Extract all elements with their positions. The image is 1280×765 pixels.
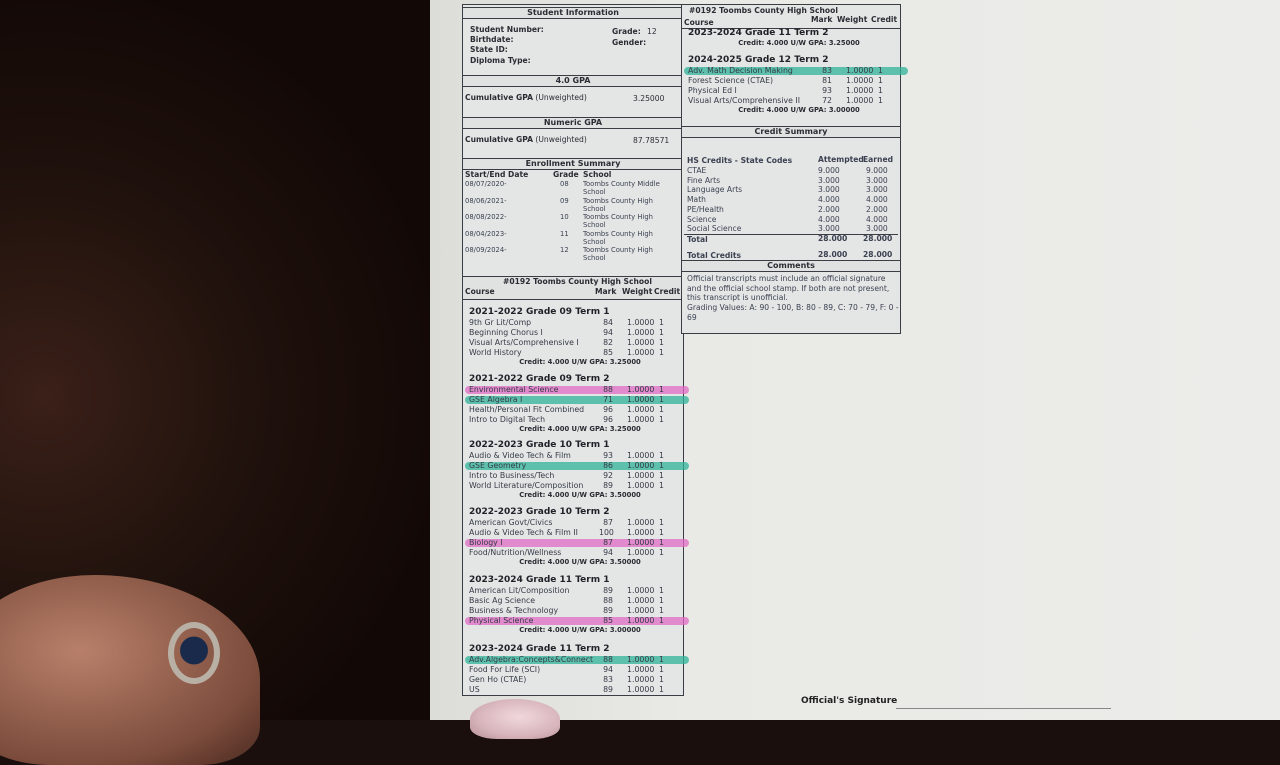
course-credit: 1 (659, 528, 664, 537)
course-weight: 1.0000 (627, 616, 655, 625)
course-credit: 1 (659, 461, 664, 470)
term-title: 2023-2024 Grade 11 Term 2 (469, 644, 610, 654)
course-mark: 86 (603, 461, 613, 470)
course-mark: 92 (603, 471, 613, 480)
credit-earned: 4.000 (866, 195, 888, 205)
diploma-type-label: Diploma Type: (470, 56, 531, 65)
enroll-grade: 08 (560, 180, 569, 188)
course-row (469, 461, 679, 471)
course-name: Audio & Video Tech & Film (469, 451, 571, 460)
course-mark: 85 (603, 348, 613, 357)
course-mark: 84 (603, 318, 613, 327)
right-col-mark: Mark (811, 15, 833, 24)
grade-label: Grade: (612, 27, 641, 36)
course-credit: 1 (659, 328, 664, 337)
course-name: 9th Gr Lit/Comp (469, 318, 532, 327)
course-mark: 88 (603, 655, 613, 664)
course-credit: 1 (659, 395, 664, 404)
gpa4-label: Cumulative GPA (465, 93, 533, 102)
course-weight: 1.0000 (627, 675, 655, 684)
course-name: GSE Geometry (469, 461, 527, 470)
course-row (469, 471, 679, 481)
course-weight: 1.0000 (627, 538, 655, 547)
course-mark: 93 (603, 451, 613, 460)
enroll-date: 08/07/2020- (465, 180, 507, 188)
course-credit: 1 (878, 86, 883, 95)
course-name: Visual Arts/Comprehensive II (688, 96, 801, 105)
course-mark: 83 (822, 66, 832, 75)
right-column-box (681, 4, 901, 334)
course-row (469, 385, 679, 395)
course-weight: 1.0000 (627, 461, 655, 470)
course-credit: 1 (878, 66, 883, 75)
course-row (469, 395, 679, 405)
gpa4-row (465, 93, 587, 103)
course-row (688, 96, 898, 106)
course-credit: 1 (659, 471, 664, 480)
enroll-school-cont: School (583, 188, 606, 196)
course-mark: 96 (603, 415, 613, 424)
enroll-grade: 10 (560, 213, 569, 222)
course-mark: 88 (603, 385, 613, 394)
grade-value: 12 (647, 27, 657, 36)
comments-header: Comments (682, 260, 900, 272)
credit-attempted: 2.000 (818, 204, 840, 214)
credit-attempted: 9.000 (818, 166, 840, 175)
course-name: Basic Ag Science (469, 596, 536, 605)
col-mark: Mark (595, 287, 617, 296)
course-mark: 100 (599, 528, 614, 537)
credit-earned: 3.000 (866, 224, 888, 234)
school-name: #0192 Toombs County High School (503, 277, 652, 286)
fingertip (470, 699, 560, 739)
enroll-date: 08/04/2023- (465, 229, 507, 238)
course-credit: 1 (659, 405, 664, 414)
course-mark: 85 (603, 616, 613, 625)
signature-label: Official's Signature (801, 696, 898, 706)
course-credit: 1 (659, 385, 664, 394)
course-credit: 1 (659, 665, 664, 674)
credit-total-earned: 28.000 (863, 234, 893, 243)
credit-code: Language Arts (687, 185, 743, 195)
enroll-school: Toombs County High (583, 196, 653, 205)
birthdate-label: Birthdate: (470, 35, 514, 44)
credit-code: Science (687, 214, 717, 224)
course-name: American Govt/Civics (469, 518, 553, 527)
course-mark: 82 (603, 338, 613, 347)
enroll-col-date: Start/End Date (465, 170, 529, 179)
term-block (469, 506, 679, 567)
credit-earned: 3.000 (866, 185, 888, 195)
course-row (469, 405, 679, 415)
term-block (469, 306, 679, 367)
col-weight: Weight (622, 287, 653, 296)
course-name: Physical Science (469, 616, 534, 625)
term-block (469, 643, 679, 695)
enroll-col-school: School (583, 170, 612, 179)
credit-summary-col-earned: Earned (863, 155, 894, 164)
course-weight: 1.0000 (627, 405, 655, 414)
course-weight: 1.0000 (627, 596, 655, 605)
course-weight: 1.0000 (846, 76, 874, 85)
course-credit: 1 (659, 518, 664, 527)
course-weight: 1.0000 (627, 348, 655, 357)
course-row (469, 318, 679, 328)
course-credit: 1 (878, 96, 883, 105)
right-col-credit: Credit (871, 15, 898, 24)
right-col-course: Course (684, 18, 714, 27)
course-mark: 71 (603, 395, 613, 404)
term-block (688, 54, 898, 115)
course-mark: 94 (603, 665, 613, 674)
term-title: 2023-2024 Grade 11 Term 1 (469, 575, 610, 585)
course-credit: 1 (659, 606, 664, 615)
term-credit-summary: Credit: 4.000 U/W GPA: 3.25000 (738, 39, 860, 47)
course-mark: 83 (603, 675, 613, 684)
course-mark: 93 (822, 86, 832, 95)
credit-code: PE/Health (687, 204, 724, 214)
term-title: 2022-2023 Grade 10 Term 1 (469, 440, 610, 450)
course-name: Environmental Science (469, 385, 559, 394)
course-name: Audio & Video Tech & Film II (469, 528, 578, 537)
course-weight: 1.0000 (627, 665, 655, 674)
col-course: Course (465, 287, 495, 296)
term-credit-summary: Credit: 4.000 U/W GPA: 3.00000 (738, 106, 860, 114)
course-credit: 1 (659, 415, 664, 424)
course-credit: 1 (659, 451, 664, 460)
course-weight: 1.0000 (627, 606, 655, 615)
course-mark: 81 (822, 76, 832, 85)
enroll-col-grade: Grade (553, 170, 579, 179)
course-row (469, 348, 679, 358)
credit-code: CTAE (687, 166, 707, 175)
enroll-school: Toombs County High (583, 213, 653, 222)
course-row (688, 86, 898, 96)
credit-attempted: 4.000 (818, 195, 840, 205)
credit-code: Social Science (687, 224, 742, 234)
course-name: GSE Algebra I (469, 395, 523, 404)
course-row (688, 66, 898, 76)
course-weight: 1.0000 (846, 96, 874, 105)
enroll-grade: 12 (560, 246, 569, 255)
course-weight: 1.0000 (846, 66, 874, 75)
course-mark: 94 (603, 328, 613, 337)
course-row (469, 481, 679, 491)
course-row (688, 76, 898, 86)
course-row (469, 596, 679, 606)
numeric-gpa-value: 87.78571 (633, 136, 670, 145)
course-name: Food/Nutrition/Wellness (469, 548, 562, 557)
credit-attempted: 3.000 (818, 185, 840, 195)
student-number-label: Student Number: (470, 25, 544, 34)
credit-attempted: 4.000 (818, 214, 840, 224)
course-name: World Literature/Composition (469, 481, 584, 490)
course-row (469, 616, 679, 626)
enroll-school-cont: School (583, 204, 606, 213)
course-credit: 1 (659, 481, 664, 490)
numeric-gpa-label: Cumulative GPA (465, 135, 533, 144)
course-weight: 1.0000 (846, 86, 874, 95)
enroll-date: 08/09/2024- (465, 246, 507, 255)
term-block (469, 373, 679, 434)
course-name: Forest Science (CTAE) (688, 76, 774, 85)
course-name: US (469, 685, 480, 694)
term-title: 2024-2025 Grade 12 Term 2 (688, 55, 829, 65)
course-credit: 1 (659, 655, 664, 664)
course-name: Business & Technology (469, 606, 559, 615)
credit-attempted: 3.000 (818, 175, 840, 185)
course-name: Adv. Math Decision Making (688, 66, 793, 75)
right-col-weight: Weight (837, 15, 868, 24)
col-credit: Credit (654, 287, 681, 296)
course-mark: 89 (603, 481, 613, 490)
credit-earned: 2.000 (866, 204, 888, 214)
course-weight: 1.0000 (627, 586, 655, 595)
course-name: World History (469, 348, 522, 357)
term-credit-summary: Credit: 4.000 U/W GPA: 3.50000 (519, 558, 641, 566)
course-name: Intro to Digital Tech (469, 415, 546, 424)
total-credits-earned: 28.000 (863, 250, 893, 259)
course-mark: 87 (603, 538, 613, 547)
course-mark: 94 (603, 548, 613, 557)
gender-label: Gender: (612, 38, 647, 47)
enrollment-header: Enrollment Summary (463, 158, 683, 170)
term-title: 2021-2022 Grade 09 Term 1 (469, 307, 610, 317)
course-name: Adv.Algebra:Concepts&Connect (469, 655, 594, 664)
numeric-gpa-header: Numeric GPA (463, 117, 683, 129)
credit-summary-header: Credit Summary (682, 126, 900, 138)
course-credit: 1 (878, 76, 883, 85)
enroll-school: Toombs County Middle (583, 180, 660, 188)
enroll-school-cont: School (583, 221, 606, 230)
course-weight: 1.0000 (627, 471, 655, 480)
course-weight: 1.0000 (627, 655, 655, 664)
numeric-gpa-qualifier: (Unweighted) (535, 135, 587, 144)
course-weight: 1.0000 (627, 395, 655, 404)
enroll-date: 08/08/2022- (465, 213, 507, 222)
course-weight: 1.0000 (627, 328, 655, 337)
course-row (469, 328, 679, 338)
term-credit-summary: Credit: 4.000 U/W GPA: 3.00000 (519, 626, 641, 634)
total-credits-attempted: 28.000 (818, 250, 848, 259)
gpa4-header: 4.0 GPA (463, 75, 683, 87)
signature-line (896, 708, 1111, 709)
enroll-school-cont: School (583, 254, 606, 263)
course-row (469, 606, 679, 616)
term-block (469, 439, 679, 500)
course-credit: 1 (659, 685, 664, 694)
numeric-gpa-row (465, 135, 587, 145)
comments-text: Official transcripts must include an official signature and the official school stamp. If both are not present, this transcript is unofficial. (687, 274, 890, 303)
course-row (469, 528, 679, 538)
course-credit: 1 (659, 596, 664, 605)
course-weight: 1.0000 (627, 318, 655, 327)
grading-values: Grading Values: A: 90 - 100, B: 80 - 89, C: 70 - 79, F: 0 - 69 (687, 303, 899, 322)
school-course-header (463, 276, 683, 300)
term-title: 2021-2022 Grade 09 Term 2 (469, 374, 610, 384)
course-name: Intro to Business/Tech (469, 471, 555, 480)
credit-total-attempted: 28.000 (818, 234, 848, 243)
course-weight: 1.0000 (627, 481, 655, 490)
course-weight: 1.0000 (627, 528, 655, 537)
credit-total-label: Total (687, 235, 708, 244)
ring (168, 622, 220, 684)
credit-earned: 9.000 (866, 166, 888, 175)
course-weight: 1.0000 (627, 385, 655, 394)
course-credit: 1 (659, 538, 664, 547)
credit-earned: 3.000 (866, 175, 888, 185)
course-name: Physical Ed I (688, 86, 737, 95)
right-school-name: #0192 Toombs County High School (689, 6, 838, 15)
left-column-box (462, 4, 684, 696)
term-title: 2023-2024 Grade 11 Term 2 (688, 28, 829, 38)
course-mark: 89 (603, 685, 613, 694)
course-name: Health/Personal Fit Combined (469, 405, 585, 414)
credit-code: Fine Arts (687, 175, 721, 185)
term-block (688, 27, 898, 48)
course-name: Gen Ho (CTAE) (469, 675, 527, 684)
term-credit-summary: Credit: 4.000 U/W GPA: 3.25000 (519, 358, 641, 366)
course-weight: 1.0000 (627, 685, 655, 694)
course-name: Food For Life (SCI) (469, 665, 541, 674)
enroll-date: 08/06/2021- (465, 196, 507, 205)
course-row (469, 685, 679, 695)
course-weight: 1.0000 (627, 518, 655, 527)
course-row (469, 655, 679, 665)
student-info-header: Student Information (463, 7, 683, 19)
credit-earned: 4.000 (866, 214, 888, 224)
course-name: Visual Arts/Comprehensive I (469, 338, 579, 347)
enroll-grade: 11 (560, 229, 569, 238)
term-credit-summary: Credit: 4.000 U/W GPA: 3.25000 (519, 425, 641, 433)
course-row (469, 338, 679, 348)
enroll-school: Toombs County High (583, 246, 653, 255)
term-title: 2022-2023 Grade 10 Term 2 (469, 507, 610, 517)
course-weight: 1.0000 (627, 548, 655, 557)
gpa4-value: 3.25000 (633, 94, 665, 103)
credit-code: Math (687, 195, 706, 205)
course-row (469, 538, 679, 548)
course-mark: 87 (603, 518, 613, 527)
course-credit: 1 (659, 338, 664, 347)
course-row (469, 586, 679, 596)
course-credit: 1 (659, 616, 664, 625)
course-row (469, 518, 679, 528)
total-credits-label: Total Credits (687, 251, 742, 260)
course-name: American Lit/Composition (469, 586, 570, 595)
course-weight: 1.0000 (627, 451, 655, 460)
gpa4-qualifier: (Unweighted) (535, 93, 587, 102)
credit-attempted: 3.000 (818, 224, 840, 234)
credit-summary-col-codes: HS Credits - State Codes (687, 156, 793, 165)
state-id-label: State ID: (470, 45, 508, 54)
enroll-grade: 09 (560, 196, 569, 205)
term-block (469, 574, 679, 635)
credit-summary-col-attempted: Attempted (818, 155, 864, 164)
course-weight: 1.0000 (627, 415, 655, 424)
course-mark: 88 (603, 596, 613, 605)
enroll-school-cont: School (583, 237, 606, 246)
course-row (469, 548, 679, 558)
course-credit: 1 (659, 318, 664, 327)
course-weight: 1.0000 (627, 338, 655, 347)
course-mark: 96 (603, 405, 613, 414)
enroll-school: Toombs County High (583, 229, 653, 238)
course-credit: 1 (659, 548, 664, 557)
course-row (469, 451, 679, 461)
course-mark: 72 (822, 96, 832, 105)
course-mark: 89 (603, 606, 613, 615)
course-row (469, 675, 679, 685)
course-mark: 89 (603, 586, 613, 595)
course-credit: 1 (659, 348, 664, 357)
course-row (469, 665, 679, 675)
course-credit: 1 (659, 586, 664, 595)
course-name: Biology I (469, 538, 503, 547)
course-row (469, 415, 679, 425)
term-credit-summary: Credit: 4.000 U/W GPA: 3.50000 (519, 491, 641, 499)
course-credit: 1 (659, 675, 664, 684)
course-name: Beginning Chorus I (469, 328, 543, 337)
